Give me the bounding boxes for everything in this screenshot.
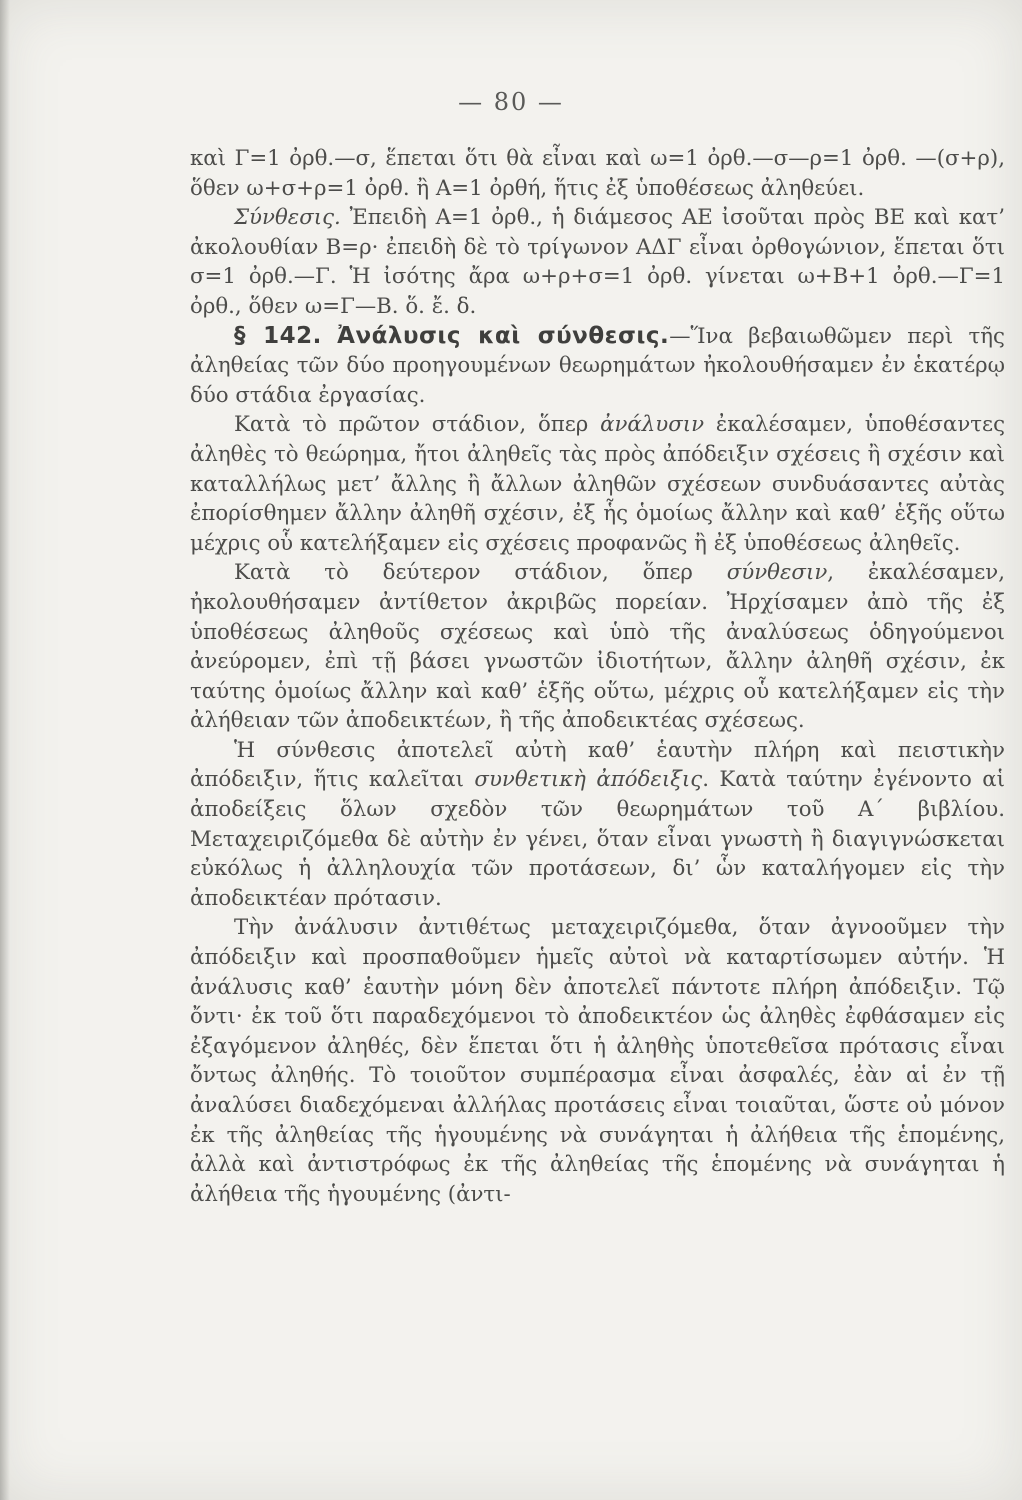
paragraph-synthetic-proof (190, 736, 1005, 914)
page-number: — 80 — (458, 88, 564, 116)
paragraph-synthesis (190, 203, 1005, 321)
synthetic-proof-text-2: . Κατὰ ταύτην ἐγένοντο αἱ ἀποδείξεις ὅλων σχεδὸν τῶν θεωρημάτων τοῦ Α΄ βιβλίου. Μεταχειριζόμεθα δὲ αὐτὴν ἐν γένει, ὅταν εἶναι γνωστὴ ἢ διαγιγνώσκεται εὐκόλως ἡ ἀλληλουχία τῶν προτάσεων, δι’ ὧν καταλήγομεν εἰς τὴν ἀποδεικτέαν πρότασιν. (190, 767, 1005, 911)
synthesis-stage-text-1: Κατὰ τὸ δεύτερον στάδιον, ὅπερ (234, 560, 727, 586)
synthesis-text: Ἐπειδὴ Α=1 ὀρθ., ἡ διάμεσος ΑΕ ἰσοῦται πρὸς ΒΕ καὶ κατ’ ἀκολουθίαν Β=ρ· ἐπειδὴ δὲ τὸ τρίγωνον ΑΔΓ εἶναι ὀρθογώνιον, ἕπεται ὅτι σ=1 ὀρθ.—Γ. Ἡ ἰσότης ἄρα ω+ρ+σ=1 ὀρθ. γίνεται ω+Β+1 ὀρθ.—Γ=1 ὀρθ., ὅθεν ω=Γ—Β. ὅ. ἔ. δ. (190, 205, 1005, 319)
section-number: § 142. (234, 322, 322, 349)
analysis-stage-text-2: ἐκαλέσαμεν, ὑποθέσαντες ἀληθὲς τὸ θεώρημα, ἤτοι ἀληθεῖς τὰς πρὸς ἀπόδειξιν σχέσεις ἢ σχέσιν καὶ καταλλήλως μετ’ ἄλλης ἢ ἄλλων ἀληθῶν σχέσεων συνδυάσαντες αὐτὰς ἐπορίσθημεν ἄλλην ἀληθῆ σχέσιν, ἐξ ἧς ὁμοίως ἄλλην καὶ καθ’ ἑξῆς οὕτω μέχρις οὗ κατελήξαμεν εἰς σχέσεις προφανῶς ἢ ἐξ ὑποθέσεως ἀληθεῖς. (190, 412, 1006, 556)
section-title: Ἀνάλυσις καὶ σύνθεσις. (337, 322, 670, 349)
term-synthesis: σύνθεσιν (726, 560, 828, 586)
section-142 (190, 322, 1005, 411)
term-synthetic-proof: συνθετικὴ ἀπόδειξις (474, 767, 703, 793)
synthesis-label: Σύνθεσις. (234, 205, 341, 231)
synthesis-stage-text-2: , ἐκαλέσαμεν, ἠκολουθήσαμεν ἀντίθετον ἀκριβῶς πορείαν. Ἠρχίσαμεν ἀπὸ τῆς ἐξ ὑποθέσεως ἀληθοῦς σχέσεως καὶ ὑπὸ τῆς ἀναλύσεως ὁδηγούμενοι ἀνεύρομεν, ἐπὶ τῇ βάσει γνωστῶν ἰδιοτήτων, ἄλλην ἀληθῆ σχέσιν, ἐκ ταύτης ὁμοίως ἄλλην καὶ καθ’ ἑξῆς οὕτω, μέχρις οὗ κατελήξαμεν εἰς τὴν ἀλήθειαν τῶν ἀποδεικτέων, ἢ τῆς ἀποδεικτέας σχέσεως. (190, 560, 1005, 734)
paragraph-analysis-usage: Τὴν ἀνάλυσιν ἀντιθέτως μεταχειριζόμεθα, ὅταν ἀγνοοῦμεν τὴν ἀπόδειξιν καὶ προσπαθοῦμεν ἡμεῖς αὐτοὶ νὰ καταρτίσωμεν αὐτήν. Ἡ ἀνάλυσις καθ’ ἑαυτὴν μόνη δὲν ἀποτελεῖ πάντοτε πλήρη ἀπόδειξιν. Τῷ ὄντι· ἐκ τοῦ ὅτι παραδεχόμενοι τὸ ἀποδεικτέον ὡς ἀληθὲς ἐφθάσαμεν εἰς ἐξαγόμενον ἀληθές, δὲν ἕπεται ὅτι ἡ ἀληθὴς ὑποτεθεῖσα πρότασις εἶναι ὄντως ἀληθής. Τὸ τοιοῦτον συμπέρασμα εἶναι ἀσφαλές, ἐὰν αἱ ἐν τῇ ἀναλύσει διαδεχόμεναι ἀλλήλας προτάσεις εἶναι τοιαῦται, ὥστε οὐ μόνον ἐκ τῆς ἀληθείας τῆς ἡγουμένης νὰ συνάγηται ἡ ἀλήθεια τῆς ἑπομένης, ἀλλὰ καὶ ἀντιστρόφως ἐκ τῆς ἀληθείας τῆς ἑπομένης νὰ συνάγηται ἡ ἀλήθεια τῆς ἡγουμένης (ἀντι- (190, 915, 1005, 1207)
term-analysis: ἀνάλυσιν (600, 412, 705, 438)
paragraph-proof-end: καὶ Γ=1 ὀρθ.—σ, ἕπεται ὅτι θὰ εἶναι καὶ ω=1 ὀρθ.—σ—ρ=1 ὀρθ. —(σ+ρ), ὅθεν ω+σ+ρ=1 ὀρθ. ἢ Α=1 ὀρθή, ἥτις ἐξ ὑποθέσεως ἀληθεύει. (190, 146, 1005, 201)
page-body (190, 144, 1005, 1209)
analysis-stage-text-1: Κατὰ τὸ πρῶτον στάδιον, ὅπερ (234, 412, 601, 438)
synthetic-proof-text-1: Ἡ σύνθεσις ἀποτελεῖ αὐτὴ καθ’ ἑαυτὴν πλήρη καὶ πειστικὴν ἀπόδειξιν, ἥτις καλεῖται (190, 737, 1005, 793)
paragraph-analysis-stage (190, 410, 1005, 558)
page-edge-shadow (0, 0, 10, 1500)
section-intro-text: —Ἵνα βεβαιωθῶμεν περὶ τῆς ἀληθείας τῶν δύο προηγουμένων θεωρημάτων ἠκολουθήσαμεν ἐν ἑκατέρῳ δύο στάδια ἐργασίας. (190, 323, 1005, 408)
paragraph-synthesis-stage (190, 558, 1005, 736)
